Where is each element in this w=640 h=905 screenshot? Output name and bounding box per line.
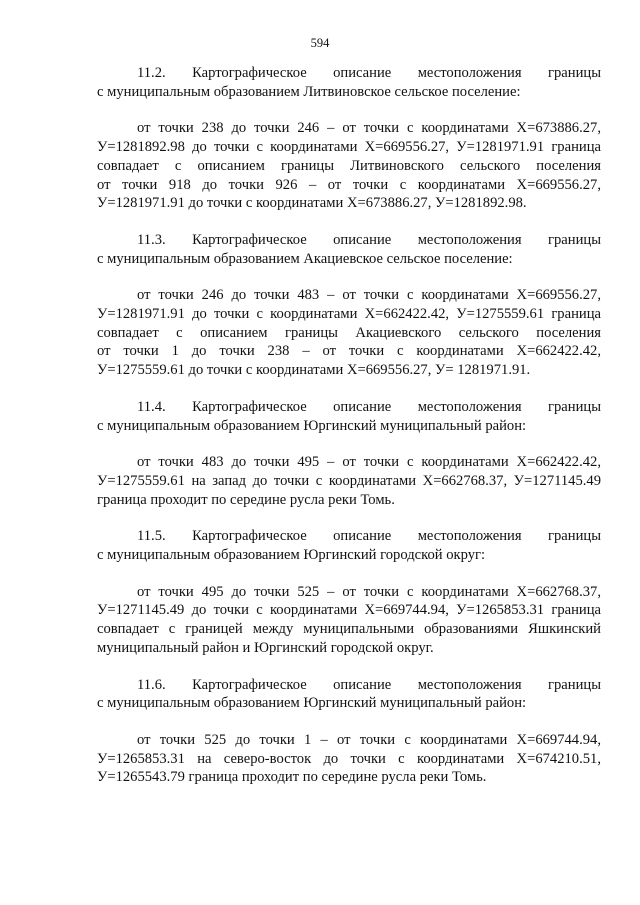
text-line: от точки 246 до точки 483 – от точки с координатами Х=669556.27, — [137, 287, 601, 304]
text-line: от точки 495 до точки 525 – от точки с координатами Х=662768.37, — [137, 583, 601, 600]
section-text — [97, 731, 601, 787]
document-body — [97, 64, 601, 805]
text-line: совпадает с описанием границы Акациевского сельского поселения — [97, 324, 601, 341]
section-text — [97, 453, 601, 509]
text-line: от точки 483 до точки 495 – от точки с координатами Х=662422.42, — [137, 454, 601, 471]
heading-line: с муниципальным образованием Юргинский муниципальный район: — [97, 417, 527, 434]
section-11-6 — [97, 676, 601, 788]
section-11-3 — [97, 231, 601, 380]
text-line: от точки 918 до точки 926 – от точки с координатами Х=669556.27, — [97, 176, 601, 193]
section-heading — [97, 527, 601, 564]
section-heading — [97, 231, 601, 268]
section-heading — [97, 64, 601, 101]
heading-line: с муниципальным образованием Юргинский городской округ: — [97, 547, 486, 564]
text-line: У=1275559.61 до точки с координатами Х=669556.27, У= 1281971.91. — [97, 362, 531, 379]
text-line: от точки 525 до точки 1 – от точки с координатами Х=669744.94, — [137, 731, 601, 748]
heading-line: 11.3. Картографическое описание местоположения границы — [137, 231, 601, 248]
text-line: совпадает с описанием границы Литвиновского сельского поселения — [97, 157, 601, 174]
section-heading — [97, 676, 601, 713]
text-line: муниципальный район и Юргинский городской округ. — [97, 639, 434, 656]
section-text — [97, 119, 601, 213]
section-11-5 — [97, 527, 601, 657]
heading-line: с муниципальным образованием Юргинский муниципальный район: — [97, 695, 527, 712]
section-11-4 — [97, 398, 601, 510]
page-number: 594 — [310, 36, 330, 50]
text-line: У=1281971.91 до точки с координатами Х=662422.42, У=1275559.61 граница — [97, 306, 601, 323]
section-text — [97, 286, 601, 380]
heading-line: 11.4. Картографическое описание местоположения границы — [137, 398, 601, 415]
text-line: У=1281892.98 до точки с координатами Х=669556.27, У=1281971.91 граница — [97, 139, 601, 156]
text-line: от точки 1 до точки 238 – от точки с координатами Х=662422.42, — [97, 343, 601, 360]
text-line: У=1265543.79 граница проходит по середине русла реки Томь. — [97, 769, 487, 786]
heading-line: 11.2. Картографическое описание местоположения границы — [137, 65, 601, 81]
text-line: У=1271145.49 до точки с координатами Х=669744.94, У=1265853.31 граница — [97, 602, 601, 619]
text-line: У=1281971.91 до точки с координатами Х=673886.27, У=1281892.98. — [97, 195, 527, 212]
text-line: совпадает с границей между муниципальными образованиями Яшкинский — [97, 621, 601, 638]
heading-line: с муниципальным образованием Литвиновское сельское поселение: — [97, 83, 521, 100]
heading-line: с муниципальным образованием Акациевское сельское поселение: — [97, 250, 513, 267]
text-line: граница проходит по середине русла реки Томь. — [97, 491, 395, 508]
text-line: У=1265853.31 на северо-восток до точки с координатами Х=674210.51, — [97, 750, 601, 767]
heading-line: 11.6. Картографическое описание местоположения границы — [137, 676, 601, 693]
section-text — [97, 583, 601, 658]
text-line: от точки 238 до точки 246 – от точки с координатами Х=673886.27, — [137, 120, 601, 137]
text-line: У=1275559.61 на запад до точки с координатами Х=662768.37, У=1271145.49 — [97, 472, 601, 489]
section-heading — [97, 398, 601, 435]
section-11-2 — [97, 64, 601, 213]
heading-line: 11.5. Картографическое описание местоположения границы — [137, 528, 601, 545]
